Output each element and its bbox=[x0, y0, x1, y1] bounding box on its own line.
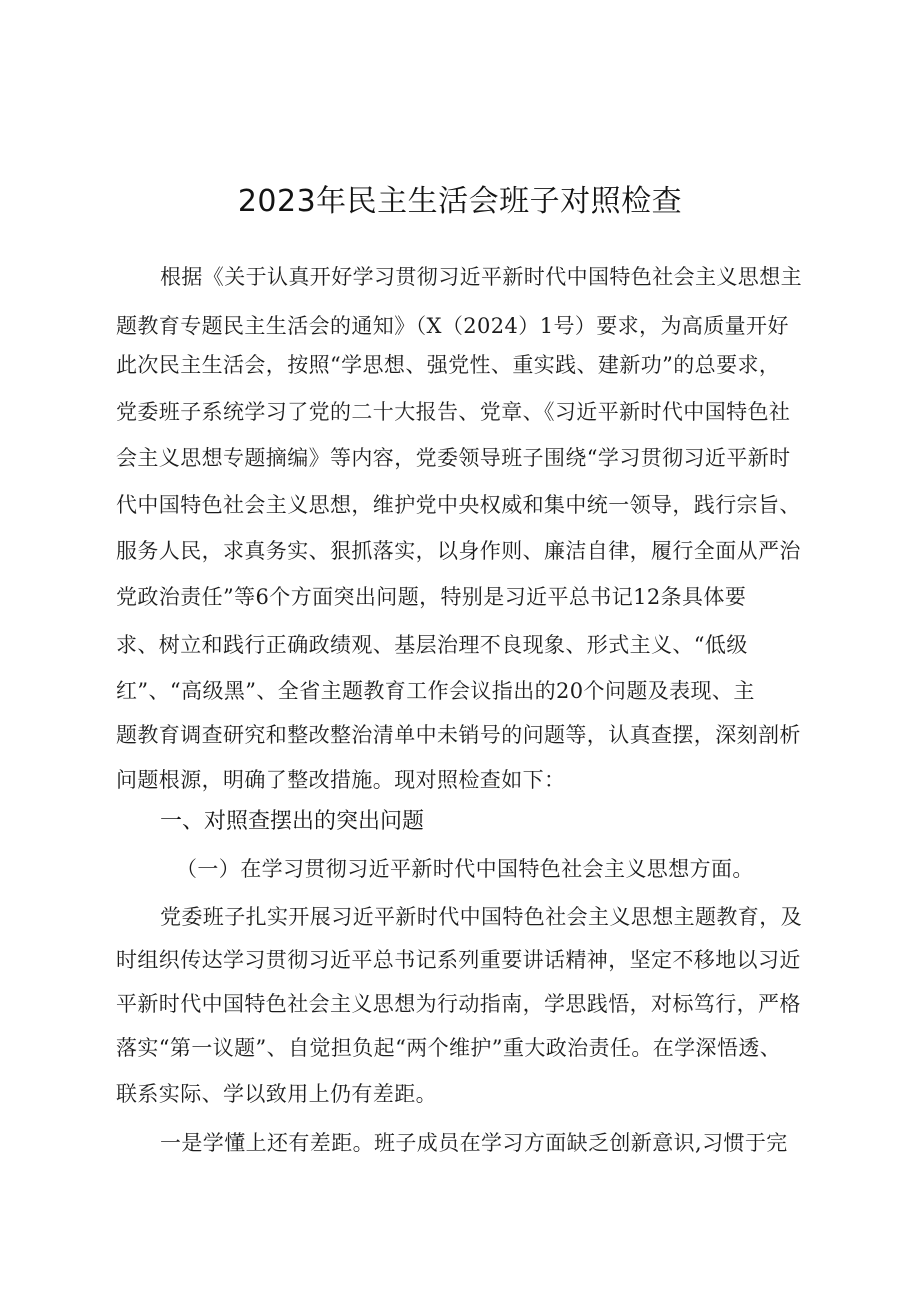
intro-line-1: 根据《关于认真开好学习贯彻习近平新时代中国特色社会主义思想主 bbox=[160, 265, 802, 289]
paragraph-3-line-1: 一是学懂上还有差距。班子成员在学习方面缺乏创新意识,习惯于完 bbox=[160, 1131, 788, 1155]
subsection-heading: （一）在学习贯彻习近平新时代中国特色社会主义思想方面。 bbox=[176, 857, 754, 881]
paragraph-2-line-3: 平新时代中国特色社会主义思想为行动指南，学思践悟，对标笃行，严格 bbox=[116, 992, 801, 1016]
intro-line-10: 红”、“高级黑”、全省主题教育工作会议指出的20个问题及表现、主 bbox=[116, 679, 755, 703]
paragraph-2-line-5: 联系实际、学以致用上仍有差距。 bbox=[116, 1082, 437, 1106]
document-title: 2023年民主生活会班子对照检查 bbox=[237, 184, 683, 219]
paragraph-2-line-1: 党委班子扎实开展习近平新时代中国特色社会主义思想主题教育，及 bbox=[160, 905, 802, 929]
intro-line-7: 服务人民，求真务实、狠抓落实，以身作则、廉洁自律，履行全面从严治 bbox=[116, 539, 801, 563]
paragraph-2-line-2: 时组织传达学习贯彻习近平总书记系列重要讲话精神，坚定不移地以习近 bbox=[116, 948, 801, 972]
paragraph-2-line-4: 落实“第一议题”、自觉担负起“两个维护”重大政治责任。在学深悟透、 bbox=[116, 1036, 782, 1060]
intro-line-3: 此次民主生活会，按照“学思想、强党性、重实践、建新功”的总要求， bbox=[116, 353, 781, 377]
intro-line-11: 题教育调查研究和整改整治清单中未销号的问题等，认真查摆，深刻剖析 bbox=[116, 723, 801, 747]
intro-line-4: 党委班子系统学习了党的二十大报告、党章、《习近平新时代中国特色社 bbox=[116, 400, 791, 424]
intro-line-2: 题教育专题民主生活会的通知》（X（2024）1号）要求，为高质量开好 bbox=[116, 314, 789, 338]
intro-line-6: 代中国特色社会主义思想，维护党中央权威和集中统一领导，践行宗旨、 bbox=[116, 493, 801, 517]
intro-line-12: 问题根源，明确了整改措施。现对照检查如下： bbox=[116, 768, 566, 792]
intro-line-5: 会主义思想专题摘编》等内容，党委领导班子围绕“学习贯彻习近平新时 bbox=[116, 446, 791, 470]
intro-line-8: 党政治责任”等6个方面突出问题，特别是习近平总书记12条具体要 bbox=[116, 585, 747, 609]
section-heading: 一、对照查摆出的突出问题 bbox=[160, 809, 425, 834]
intro-line-9: 求、树立和践行正确政绩观、基层治理不良现象、形式主义、“低级 bbox=[116, 633, 748, 657]
